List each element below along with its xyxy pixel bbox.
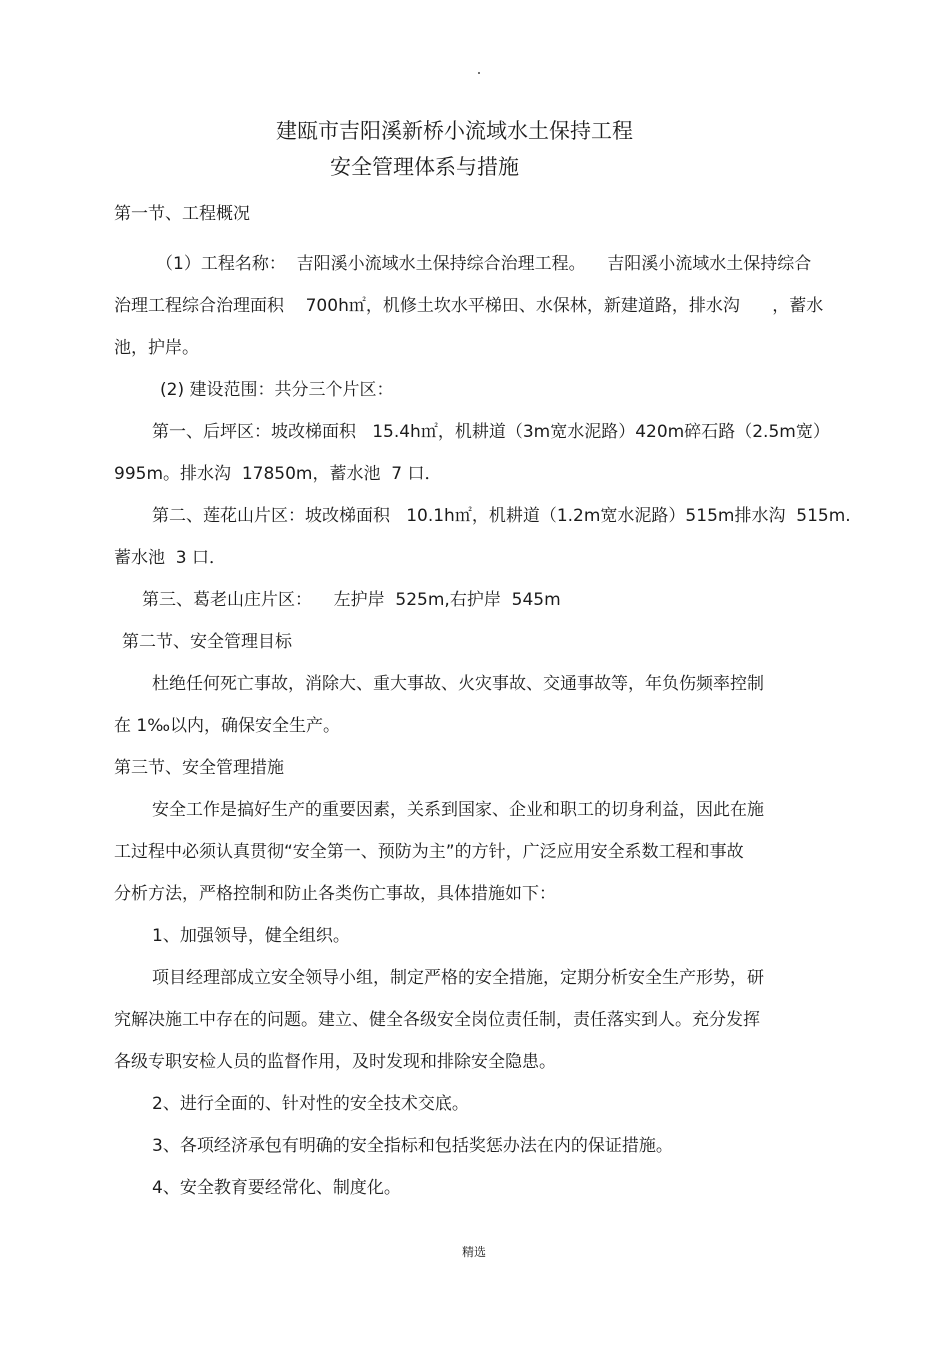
paragraph-line: 杜绝任何死亡事故，消除大、重大事故、火灾事故、交通事故等，年负伤频率控制 bbox=[152, 674, 764, 694]
document-subtitle: 安全管理体系与措施 bbox=[330, 155, 519, 179]
section-heading-1: 第一节、工程概况 bbox=[114, 204, 250, 224]
document-title: 建瓯市吉阳溪新桥小流域水土保持工程 bbox=[276, 119, 633, 143]
list-item: 1、加强领导，健全组织。 bbox=[152, 926, 350, 946]
paragraph-line: 第三、葛老山庄片区： 左护岸 525m,右护岸 545m bbox=[142, 590, 561, 610]
paragraph-line: 工过程中必须认真贯彻“安全第一、预防为主”的方针，广泛应用安全系数工程和事故 bbox=[114, 842, 744, 862]
list-item: 4、安全教育要经常化、制度化。 bbox=[152, 1178, 401, 1198]
paragraph-line: 第二、莲花山片区：坡改梯面积 10.1h㎡，机耕道（1.2m宽水泥路）515m排水沟 515m. bbox=[152, 506, 851, 526]
list-item: 2、进行全面的、针对性的安全技术交底。 bbox=[152, 1094, 469, 1114]
paragraph-line: 在 1‰以内，确保安全生产。 bbox=[114, 716, 341, 736]
header-mark bbox=[478, 72, 480, 74]
paragraph-line: 蓄水池 3 口． bbox=[114, 548, 227, 568]
paragraph-line: 第一、后坪区：坡改梯面积 15.4h㎡，机耕道（3m宽水泥路）420m碎石路（2.5m宽） bbox=[152, 422, 830, 442]
page-footer: 精选 bbox=[462, 1245, 487, 1259]
paragraph-line: 治理工程综合治理面积 700h㎡，机修土坎水平梯田、水保林，新建道路，排水沟 ，蓄水 bbox=[114, 296, 824, 316]
section-heading-3: 第三节、安全管理措施 bbox=[114, 758, 284, 778]
paragraph-line: 究解决施工中存在的问题。建立、健全各级安全岗位责任制，责任落实到人。充分发挥 bbox=[114, 1010, 760, 1030]
paragraph-line: (2) 建设范围：共分三个片区： bbox=[160, 380, 394, 400]
paragraph-line: 安全工作是搞好生产的重要因素，关系到国家、企业和职工的切身利益，因此在施 bbox=[152, 800, 764, 820]
list-item: 3、各项经济承包有明确的安全指标和包括奖惩办法在内的保证措施。 bbox=[152, 1136, 673, 1156]
section-heading-2: 第二节、安全管理目标 bbox=[122, 632, 292, 652]
paragraph-line: 池，护岸。 bbox=[114, 338, 199, 358]
paragraph-line: 项目经理部成立安全领导小组，制定严格的安全措施，定期分析安全生产形势，研 bbox=[152, 968, 764, 988]
paragraph-line: 各级专职安检人员的监督作用，及时发现和排除安全隐患。 bbox=[114, 1052, 556, 1072]
paragraph-line: （1）工程名称： 吉阳溪小流域水土保持综合治理工程。 吉阳溪小流域水土保持综合 bbox=[156, 254, 812, 274]
paragraph-line: 分析方法，严格控制和防止各类伤亡事故，具体措施如下： bbox=[114, 884, 556, 904]
paragraph-line: 995m。排水沟 17850m，蓄水池 7 口． bbox=[114, 464, 442, 484]
